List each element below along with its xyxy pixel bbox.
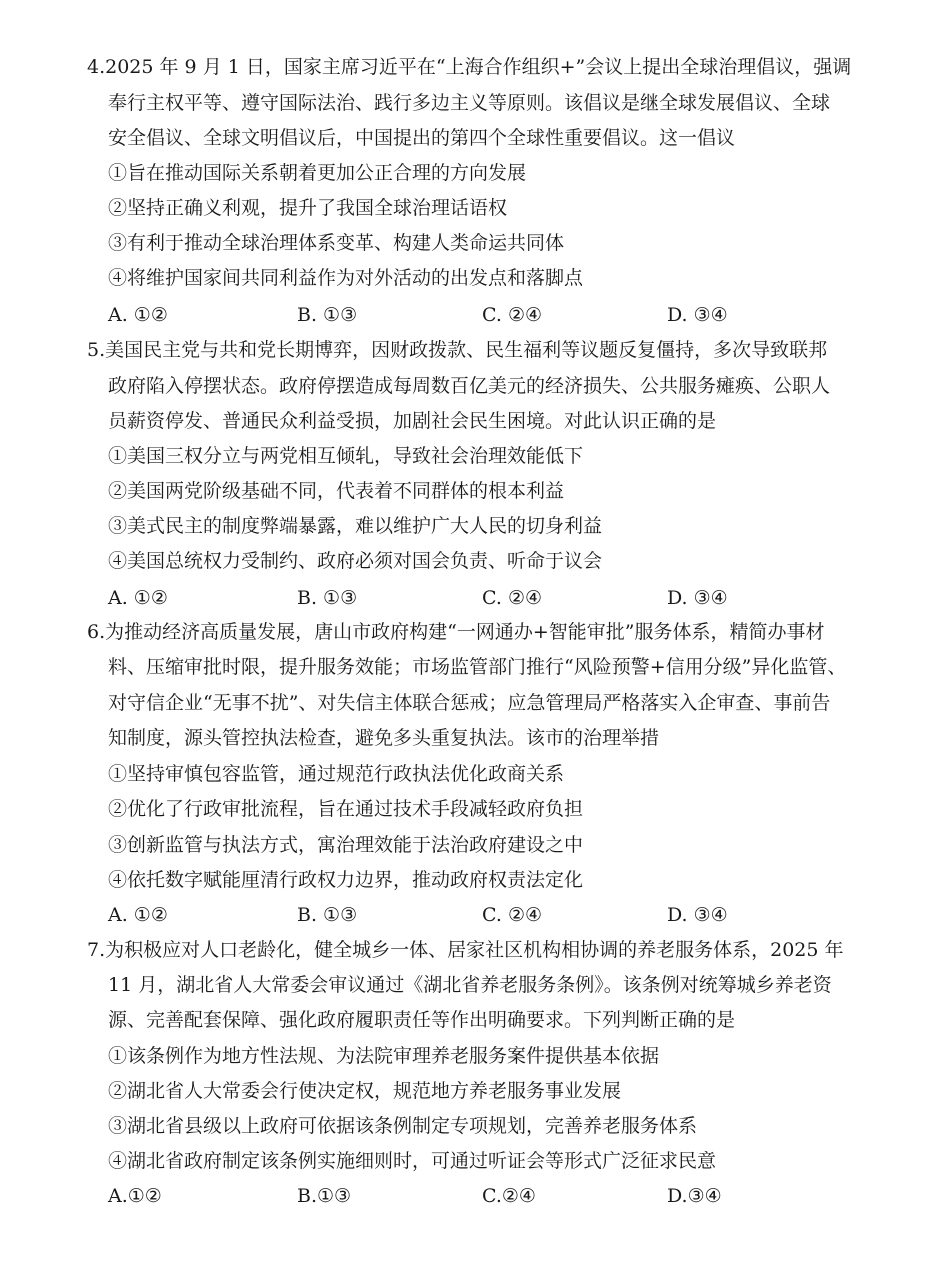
statement-option: ③有利于推动全球治理体系变革、构建人类命运共同体	[108, 232, 565, 254]
answer-choice-d: D. ③④	[667, 304, 728, 326]
answer-choice-d: D. ③④	[667, 587, 728, 609]
answer-choice-c: C. ②④	[482, 904, 543, 926]
question-stem-line: 知制度，源头管控执法检查，避免多头重复执法。该市的治理举措	[108, 727, 660, 749]
statement-option: ①美国三权分立与两党相互倾轧，导致社会治理效能低下	[108, 445, 584, 467]
question-stem-line: 安全倡议、全球文明倡议后，中国提出的第四个全球性重要倡议。这一倡议	[108, 127, 736, 149]
question-stem-line: 员薪资停发、普通民众利益受损，加剧社会民生困境。对此认识正确的是	[108, 410, 717, 432]
question-stem-line: 7.为积极应对人口老龄化，健全城乡一体、居家社区机构相协调的养老服务体系，2025 年	[87, 939, 844, 961]
question-stem-line: 政府陷入停摆状态。政府停摆造成每周数百亿美元的经济损失、公共服务瘫痪、公职人	[108, 375, 831, 397]
question-stem-line: 料、压缩审批时限，提升服务效能；市场监管部门推行“风险预警+信用分级”异化监管、	[108, 656, 847, 678]
answer-choice-c: C. ②④	[482, 304, 543, 326]
answer-choice-b: B. ①③	[297, 904, 358, 926]
statement-option: ④将维护国家间共同利益作为对外活动的出发点和落脚点	[108, 267, 584, 289]
answer-choice-d: D. ③④	[667, 904, 728, 926]
answer-choice-a: A. ①②	[108, 587, 168, 609]
question-stem-line: 5.美国民主党与共和党长期博弈，因财政拨款、民生福利等议题反复僵持，多次导致联邦	[87, 339, 828, 361]
statement-option: ①坚持审慎包容监管，通过规范行政执法优化政商关系	[108, 763, 565, 785]
statement-option: ③美式民主的制度弊端暴露，难以维护广大人民的切身利益	[108, 515, 603, 537]
statement-option: ③创新监管与执法方式，寓治理效能于法治政府建设之中	[108, 834, 584, 856]
statement-option: ④美国总统权力受制约、政府必须对国会负责、听命于议会	[108, 550, 603, 572]
question-stem-line: 11 月，湖北省人大常委会审议通过《湖北省养老服务条例》。该条例对统筹城乡养老资	[108, 974, 832, 996]
question-stem-line: 源、完善配套保障、强化政府履职责任等作出明确要求。下列判断正确的是	[108, 1009, 736, 1031]
answer-choice-c: C.②④	[482, 1185, 536, 1207]
answer-choice-c: C. ②④	[482, 587, 543, 609]
statement-option: ③湖北省县级以上政府可依据该条例制定专项规划，完善养老服务体系	[108, 1115, 698, 1137]
statement-option: ①旨在推动国际关系朝着更加公正合理的方向发展	[108, 162, 527, 184]
answer-choice-b: B.①③	[297, 1185, 352, 1207]
answer-choice-b: B. ①③	[297, 587, 358, 609]
answer-choice-a: A. ①②	[108, 904, 168, 926]
statement-option: ①该条例作为地方性法规、为法院审理养老服务案件提供基本依据	[108, 1045, 660, 1067]
statement-option: ④依托数字赋能厘清行政权力边界，推动政府权责法定化	[108, 869, 584, 891]
statement-option: ②湖北省人大常委会行使决定权，规范地方养老服务事业发展	[108, 1080, 622, 1102]
answer-choice-b: B. ①③	[297, 304, 358, 326]
question-stem-line: 奉行主权平等、遵守国际法治、践行多边主义等原则。该倡议是继全球发展倡议、全球	[108, 92, 831, 114]
answer-choice-a: A.①②	[108, 1185, 162, 1207]
question-stem-line: 4.2025 年 9 月 1 日，国家主席习近平在“上海合作组织+”会议上提出全球治理倡议，强调	[87, 56, 852, 78]
statement-option: ②优化了行政审批流程，旨在通过技术手段减轻政府负担	[108, 798, 584, 820]
question-stem-line: 6.为推动经济高质量发展，唐山市政府构建“一网通办+智能审批”服务体系，精简办事材	[87, 621, 825, 643]
statement-option: ②坚持正确义利观，提升了我国全球治理话语权	[108, 197, 508, 219]
answer-choice-a: A. ①②	[108, 304, 168, 326]
statement-option: ②美国两党阶级基础不同，代表着不同群体的根本利益	[108, 480, 565, 502]
statement-option: ④湖北省政府制定该条例实施细则时，可通过听证会等形式广泛征求民意	[108, 1150, 717, 1172]
answer-choice-d: D.③④	[667, 1185, 722, 1207]
question-stem-line: 对守信企业“无事不扰”、对失信主体联合惩戒；应急管理局严格落实入企审查、事前告	[108, 692, 831, 714]
